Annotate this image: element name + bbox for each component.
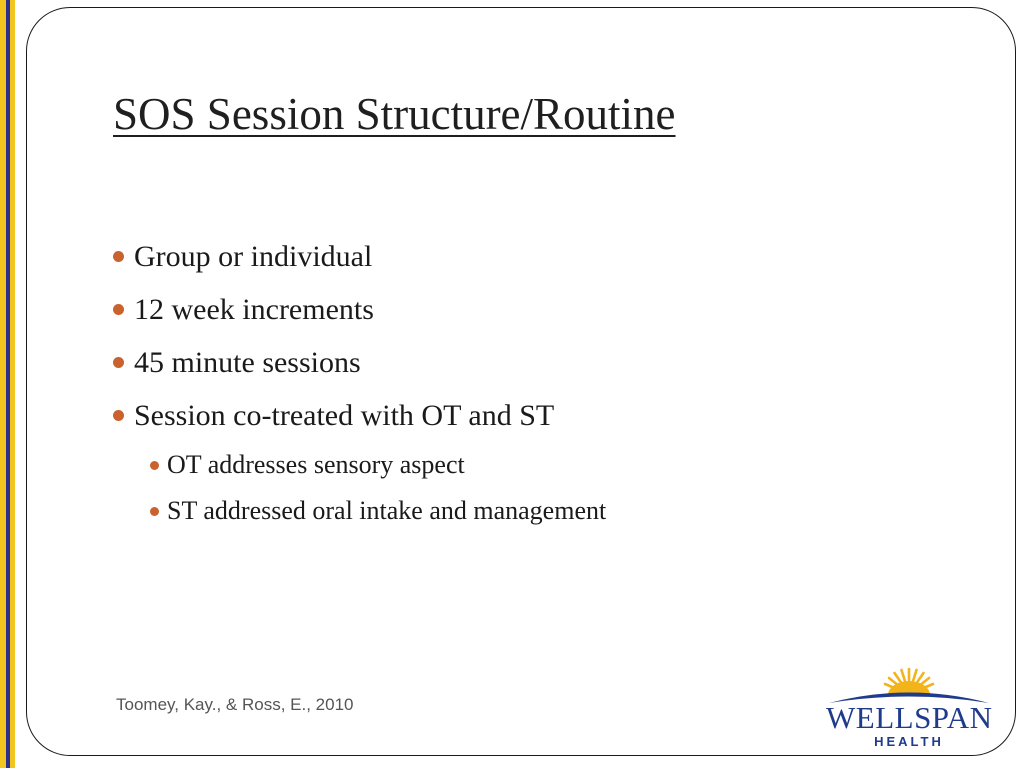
sunrise-icon — [826, 664, 992, 704]
left-gold-stripe-inner — [10, 0, 15, 768]
bullet-dot-icon — [150, 507, 159, 516]
bullet-item — [113, 389, 606, 442]
sub-bullet-text: ST addressed oral intake and management — [167, 496, 607, 525]
bullet-dot-icon — [150, 461, 159, 470]
sub-bullet-text: OT addresses sensory aspect — [167, 450, 465, 479]
logo-wordmark: WELLSPAN — [826, 700, 993, 735]
sub-bullet-item — [113, 442, 606, 488]
bullet-dot-icon — [113, 304, 124, 315]
bullet-item — [113, 230, 606, 283]
sub-bullet-item — [113, 488, 606, 534]
bullet-text: 12 week increments — [134, 292, 374, 326]
bullet-item — [113, 283, 606, 336]
bullet-dot-icon — [113, 251, 124, 262]
bullet-text: Group or individual — [134, 239, 373, 273]
citation: Toomey, Kay., & Ross, E., 2010 — [116, 695, 354, 714]
bullet-text: 45 minute sessions — [134, 345, 361, 379]
slide-title: SOS Session Structure/Routine — [113, 89, 676, 139]
bullet-dot-icon — [113, 410, 124, 421]
bullet-dot-icon — [113, 357, 124, 368]
wellspan-logo — [826, 664, 992, 754]
bullet-text: Session co-treated with OT and ST — [134, 398, 555, 432]
logo-subtitle: HEALTH — [874, 734, 944, 749]
bullet-list — [113, 230, 606, 534]
bullet-item — [113, 336, 606, 389]
